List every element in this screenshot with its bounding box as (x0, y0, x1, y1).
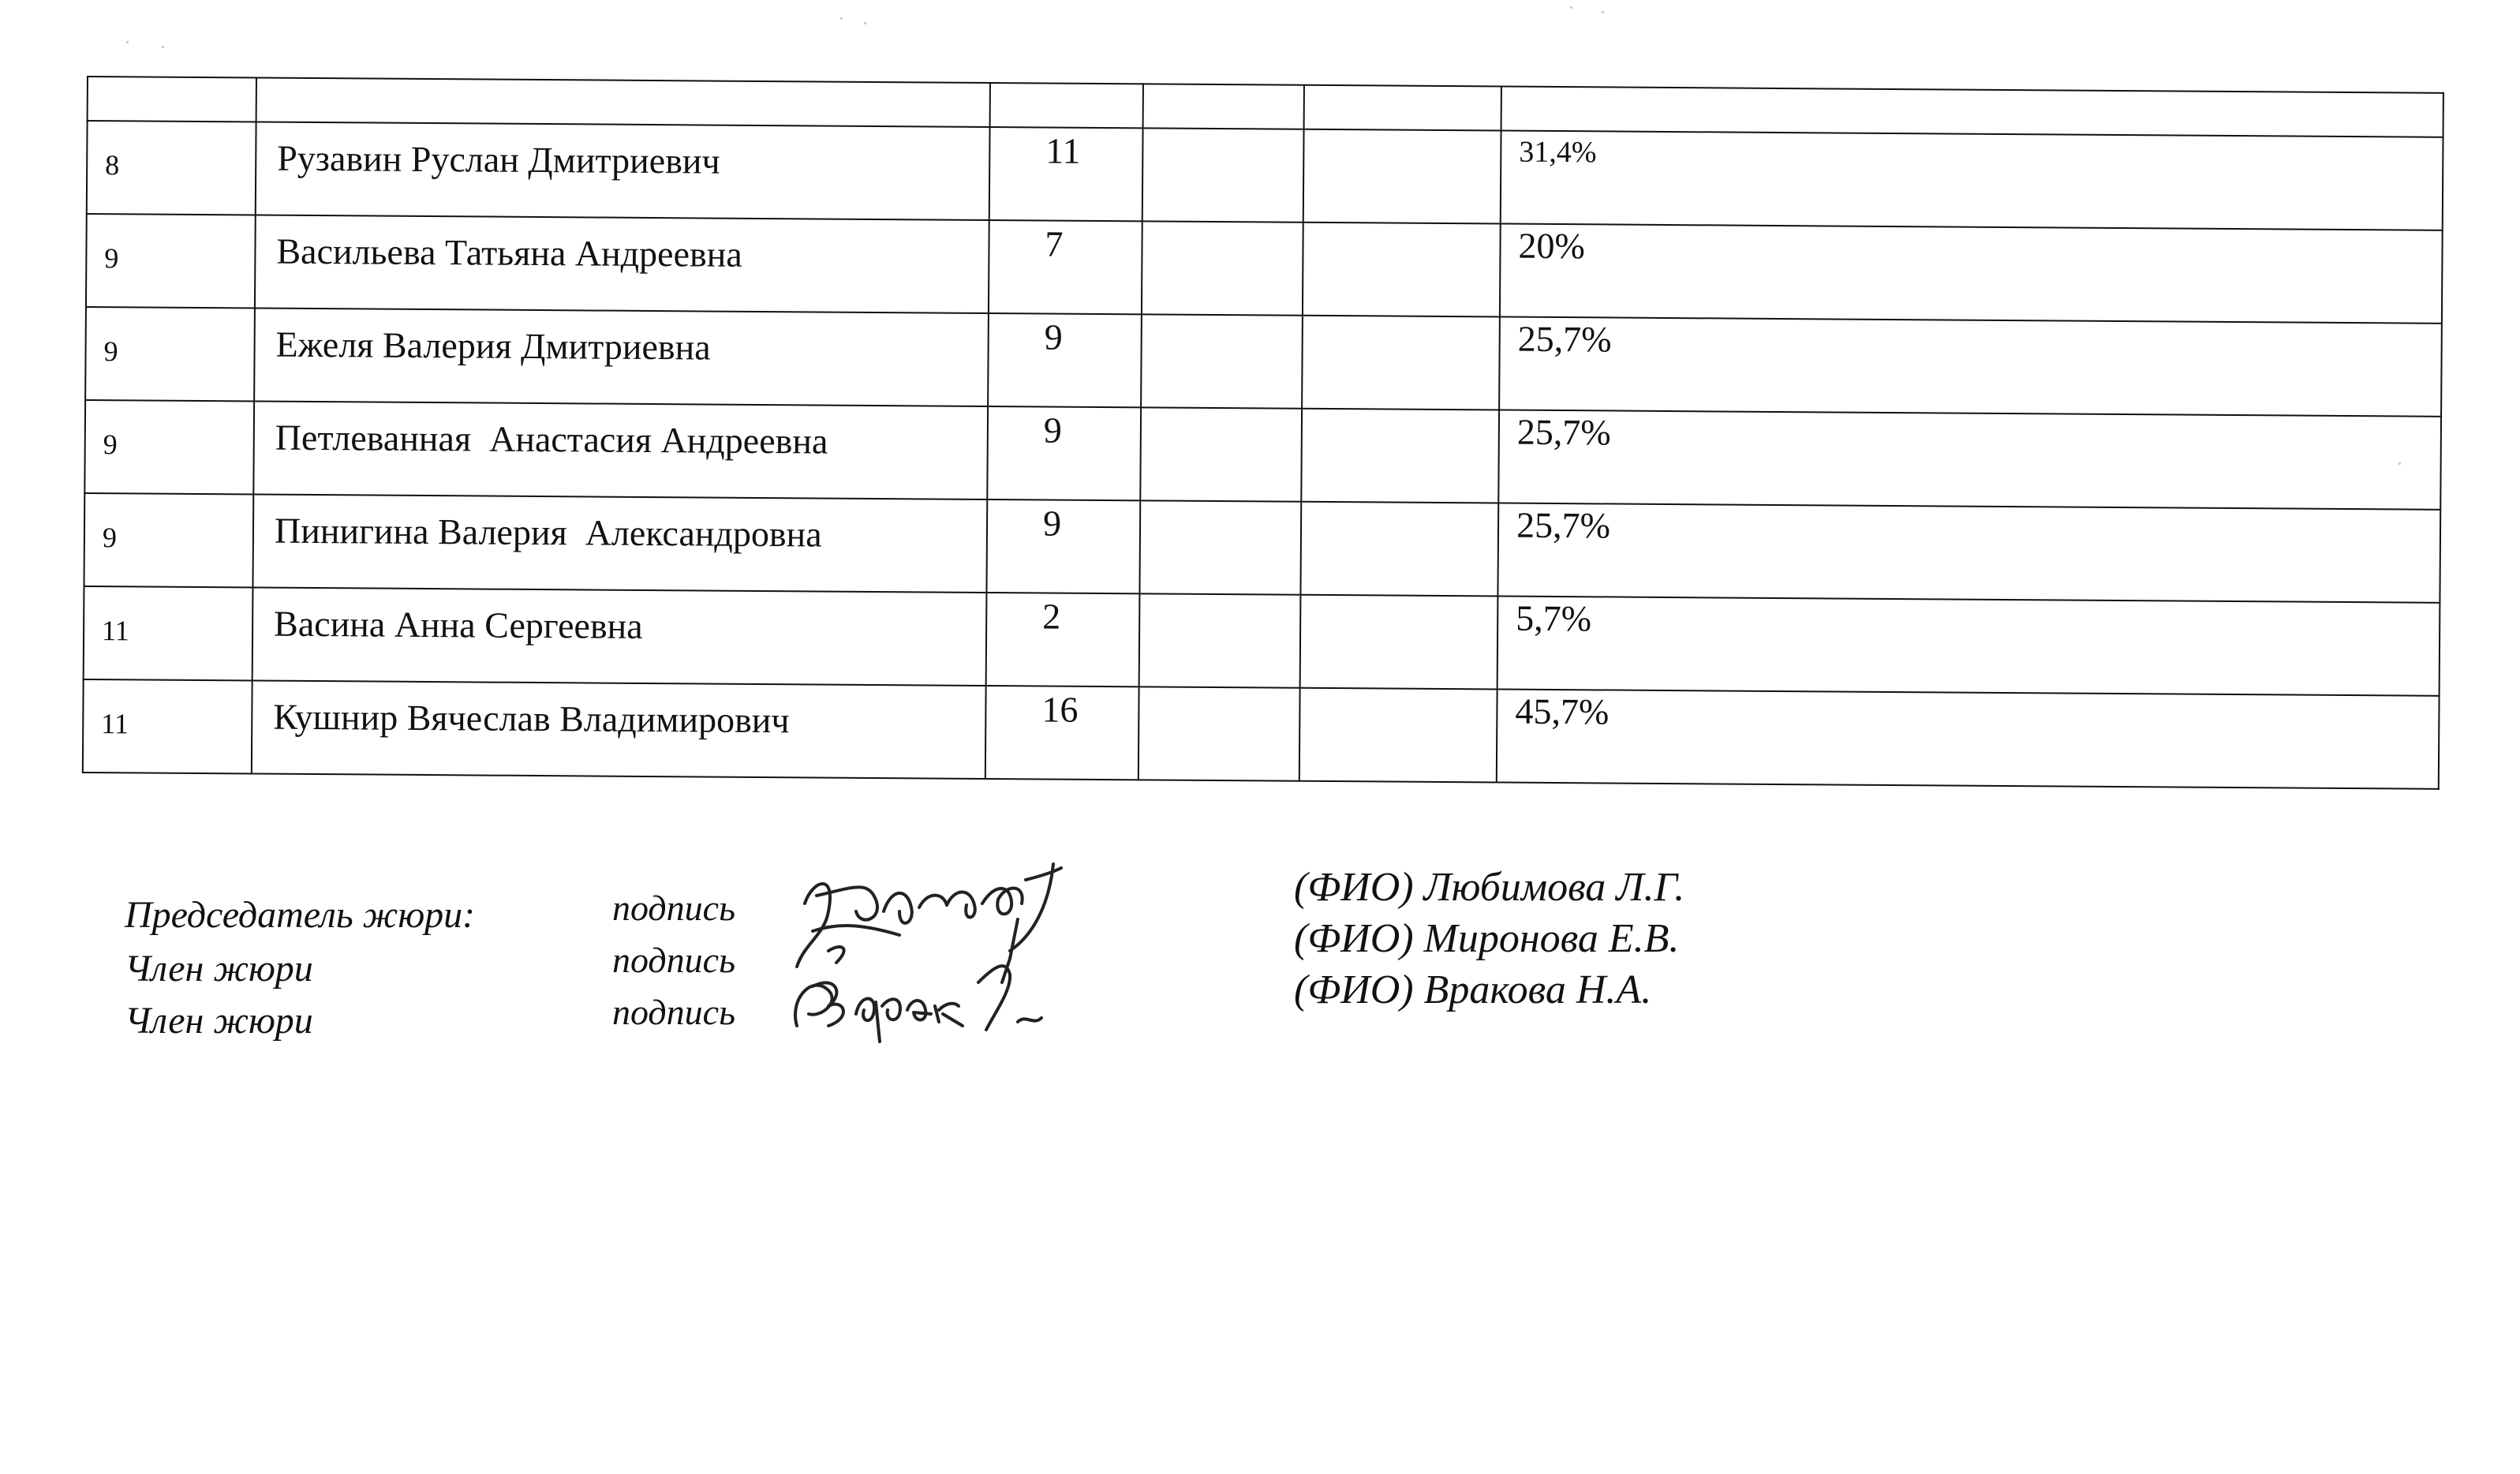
cell-number: 11 (101, 708, 129, 740)
cell-score: 7 (1045, 223, 1064, 264)
cell-full-name: Рузавин Руслан Дмитриевич (277, 137, 720, 181)
cell-percent: 20% (1518, 225, 1586, 267)
cell-score: 16 (1041, 689, 1079, 730)
jury-name-member: (ФИО) Миронова Е.В. (1294, 916, 1680, 961)
cell-number: 9 (104, 242, 119, 275)
cell-percent: 5,7% (1516, 597, 1592, 639)
cell-percent: 25,7% (1516, 411, 1611, 453)
cell-number: 9 (102, 522, 118, 554)
cell-full-name: Пинигина Валерия Александровна (274, 510, 822, 555)
cell-score: 11 (1045, 130, 1081, 171)
signature-label: подпись (612, 992, 736, 1032)
jury-name-chairman: (ФИО) Любимова Л.Г. (1294, 865, 1685, 910)
cell-percent: 31,4% (1519, 135, 1597, 170)
cell-score: 2 (1042, 596, 1061, 637)
cell-number: 8 (105, 149, 120, 181)
cell-number: 11 (101, 615, 129, 647)
jury-role-chairman: Председатель жюри: (125, 894, 476, 936)
signature-label: подпись (612, 940, 736, 980)
cell-score: 9 (1042, 503, 1062, 544)
cell-number: 9 (103, 335, 118, 368)
cell-full-name: Ежеля Валерия Дмитриевна (275, 324, 711, 368)
cell-number: 9 (103, 428, 118, 461)
cell-full-name: Васина Анна Сергеевна (273, 603, 643, 646)
jury-role-member: Член жюри (125, 948, 313, 990)
cell-full-name: Васильева Татьяна Андреевна (276, 230, 742, 275)
cell-score: 9 (1044, 316, 1063, 357)
cell-percent: 45,7% (1515, 690, 1610, 732)
cell-full-name: Кушнир Вячеслав Владимирович (273, 696, 790, 741)
handwritten-signatures (781, 856, 1105, 1046)
signature-label: подпись (612, 888, 736, 928)
cell-score: 9 (1043, 410, 1063, 451)
jury-name-member: (ФИО) Вракова Н.А. (1294, 967, 1652, 1012)
cell-percent: 25,7% (1516, 504, 1611, 546)
cell-percent: 25,7% (1517, 318, 1612, 360)
jury-role-member: Член жюри (125, 1000, 313, 1042)
cell-full-name: Петлеванная Анастасия Андреевна (275, 417, 828, 462)
